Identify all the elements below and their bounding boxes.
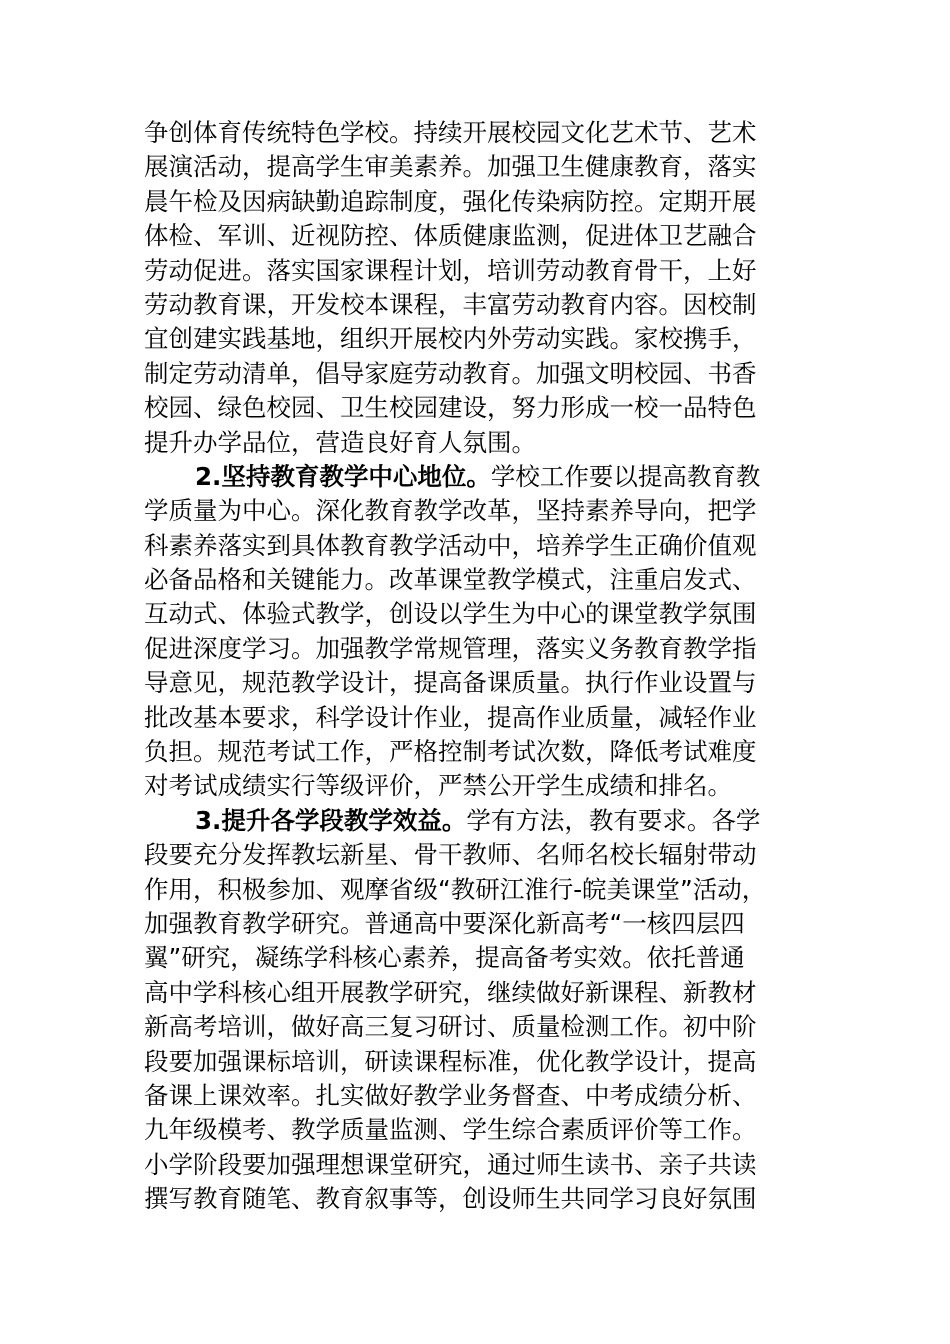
body-line: 体检、军训、近视防控、体质健康监测，促进体卫艺融合	[144, 221, 757, 251]
body-line: 争创体育传统特色学校。持续开展校园文化艺术节、艺术	[144, 118, 757, 147]
body-line: 批改基本要求，科学设计作业，提高作业质量，减轻作业	[144, 702, 757, 732]
body-line: 宜创建实践基地，组织开展校内外劳动实践。家校携手，	[144, 324, 757, 354]
section-3-first-line	[144, 804, 824, 838]
body-line: 劳动促进。落实国家课程计划，培训劳动教育骨干，上好	[144, 255, 757, 285]
section-3-heading: 3.提升各学段教学效益。	[195, 805, 467, 835]
body-line: 负担。规范考试工作，严格控制考试次数，降低考试难度	[144, 737, 757, 767]
body-line: 小学阶段要加强理想课堂研究，通过师生读书、亲子共读	[144, 1149, 757, 1179]
body-line: 晨午检及因病缺勤追踪制度，强化传染病防控。定期开展	[144, 186, 757, 216]
body-line: 段要加强课标培训，研读课程标准，优化教学设计，提高	[144, 1046, 757, 1076]
body-line: 九年级模考、教学质量监测、学生综合素质评价等工作。	[144, 1115, 757, 1145]
body-line: 科素养落实到具体教育教学活动中，培养学生正确价值观	[144, 530, 757, 560]
body-line: 提升办学品位，营造良好育人氛围。	[144, 427, 536, 457]
body-line: 展演活动，提高学生审美素养。加强卫生健康教育，落实	[144, 152, 757, 182]
body-line: 备课上课效率。扎实做好教学业务督查、中考成绩分析、	[144, 1080, 757, 1110]
body-line: 加强教育教学研究。普通高中要深化新高考“一核四层四	[144, 908, 745, 938]
body-line: 撰写教育随笔、教育叙事等，创设师生共同学习良好氛围	[144, 1184, 757, 1214]
body-line: 作用，积极参加、观摩省级“教研江淮行-皖美课堂”活动，	[144, 874, 767, 904]
body-line: 互动式、体验式教学，创设以学生为中心的课堂教学氛围	[144, 599, 757, 629]
body-line: 必备品格和关键能力。改革课堂教学模式，注重启发式、	[144, 565, 757, 595]
body-line: 制定劳动清单，倡导家庭劳动教育。加强文明校园、书香	[144, 358, 757, 388]
body-line: 高中学科核心组开展教学研究，继续做好新课程、新教材	[144, 977, 757, 1007]
body-line: 段要充分发挥教坛新星、骨干教师、名师名校长辐射带动	[144, 840, 757, 870]
section-3-lead-text: 学有方法，教有要求。各学	[466, 805, 761, 835]
body-line: 对考试成绩实行等级评价，严禁公开学生成绩和排名。	[144, 771, 732, 801]
body-line: 导意见，规范教学设计，提高备课质量。执行作业设置与	[144, 668, 757, 698]
section-2-lead-text: 学校工作要以提高教育教	[490, 461, 761, 491]
body-line: 翼”研究，凝练学科核心素养，提高备考实效。依托普通	[144, 943, 745, 973]
body-line: 促进深度学习。加强教学常规管理，落实义务教育教学指	[144, 633, 757, 663]
body-line: 劳动教育课，开发校本课程，丰富劳动教育内容。因校制	[144, 289, 757, 319]
section-2-heading: 2.坚持教育教学中心地位。	[195, 461, 491, 491]
body-line: 校园、绿色校园、卫生校园建设，努力形成一校一品特色	[144, 393, 757, 423]
document-body	[144, 116, 824, 1217]
section-2-first-line	[144, 460, 824, 494]
body-line: 新高考培训，做好高三复习研讨、质量检测工作。初中阶	[144, 1012, 757, 1042]
body-line: 学质量为中心。深化教育教学改革，坚持素养导向，把学	[144, 496, 757, 526]
